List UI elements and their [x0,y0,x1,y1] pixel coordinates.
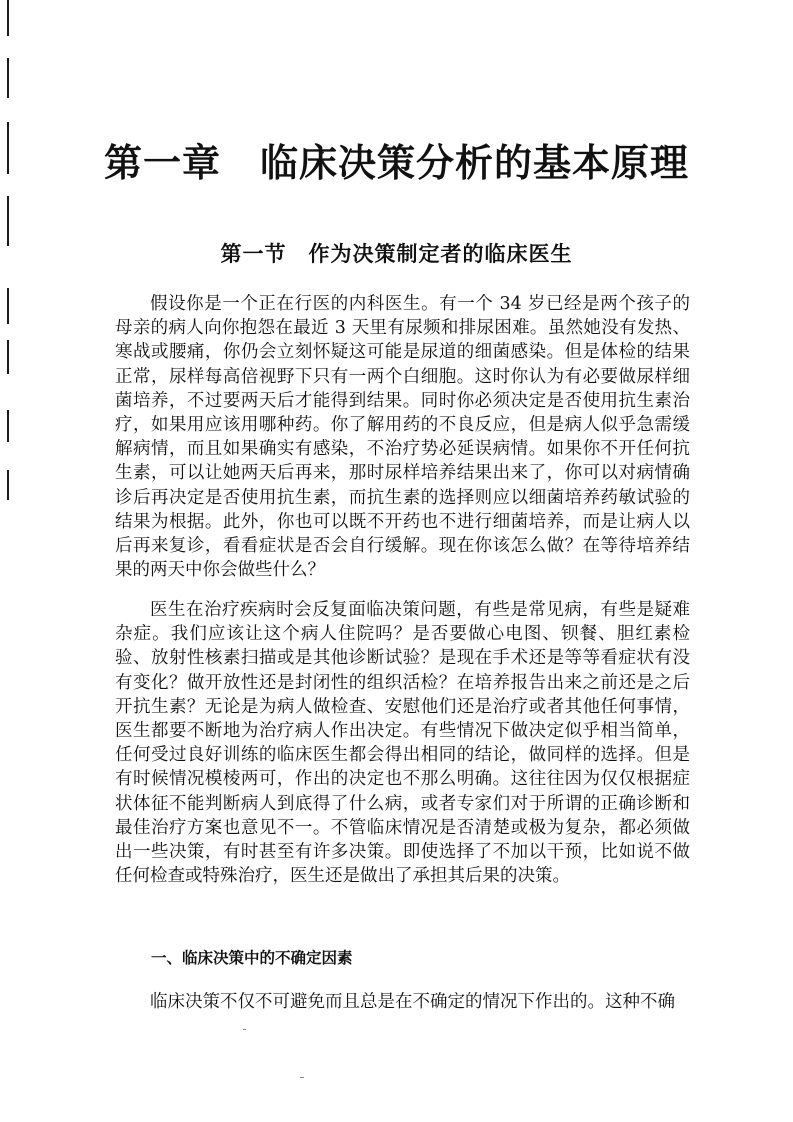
paragraph-1: 假设你是一个正在行医的内科医生。有一个 34 岁已经是两个孩子的母亲的病人向你抱怨在最近 3 天里有尿频和排尿困难。虽然她没有发热、寒战或腰痛，你仍会立刻怀疑这可能是尿道的细菌感染。但是体检的结果正常，尿样每高倍视野下只有一两个白细胞。这时你认为有必要做尿样细菌培养，不过要两天后才能得到结果。同时你必须决定是否使用抗生素治疗，如果用应该用哪种药。你了解用药的不良反应，但是病人似乎急需缓解病情，而且如果确实有感染，不治疗势必延误病情。如果你不开任何抗生素，可以让她两天后再来，那时尿样培养结果出来了，你可以对病情确诊后再决定是否使用抗生素，而抗生素的选择则应以细菌培养药敏试验的结果为根据。此外，你也可以既不开药也不进行细菌培养，而是让病人以后再来复诊，看看症状是否会自行缓解。现在你该怎么做？在等待培养结果的两天中你会做些什么？ [115,294,690,581]
scan-speck [300,1077,304,1078]
scan-edge-mark [7,340,9,374]
scan-speck [243,1029,246,1030]
scan-edge-mark [7,58,9,98]
paragraph-2: 医生在治疗疾病时会反复面临决策问题，有些是常见病，有些是疑难杂症。我们应该让这个病人住院吗？是否要做心电图、钡餐、胆红素检验、放射性核素扫描或是其他诊断试验？是现在手术还是等等看症状有没有变化？做开放性还是封闭性的组织活检？在培养报告出来之前还是之后开抗生素？无论是为病人做检查、安慰他们还是治疗或者其他任何事情，医生都要不断地为治疗病人作出决定。有些情况下做决定似乎相当简单，任何受过良好训练的临床医生都会得出相同的结论，做同样的选择。但是有时候情况模棱两可，作出的决定也不那么明确。这往往因为仅仅根据症状体征不能判断病人到底得了什么病，或者专家们对于所谓的正确诊断和最佳治疗方案也意见不一。不管临床情况是否清楚或极为复杂，都必须做出一些决策，有时甚至有许多决策。即使选择了不加以干预，比如说不做任何检查或特殊治疗，医生还是做出了承担其后果的决策。 [115,600,690,887]
scan-edge-mark [7,0,9,36]
scan-edge-mark [7,470,9,500]
scan-edge-mark [7,410,9,442]
scan-edge-mark [7,288,9,324]
section-title: 第一节 作为决策制定者的临床医生 [220,241,573,266]
paragraph-3: 临床决策不仅不可避免而且总是在不确定的情况下作出的。这种不确 [150,992,675,1012]
subheading-uncertainty: 一、临床决策中的不确定因素 [151,949,353,967]
chapter-title: 第一章 临床决策分析的基本原理 [103,140,689,185]
